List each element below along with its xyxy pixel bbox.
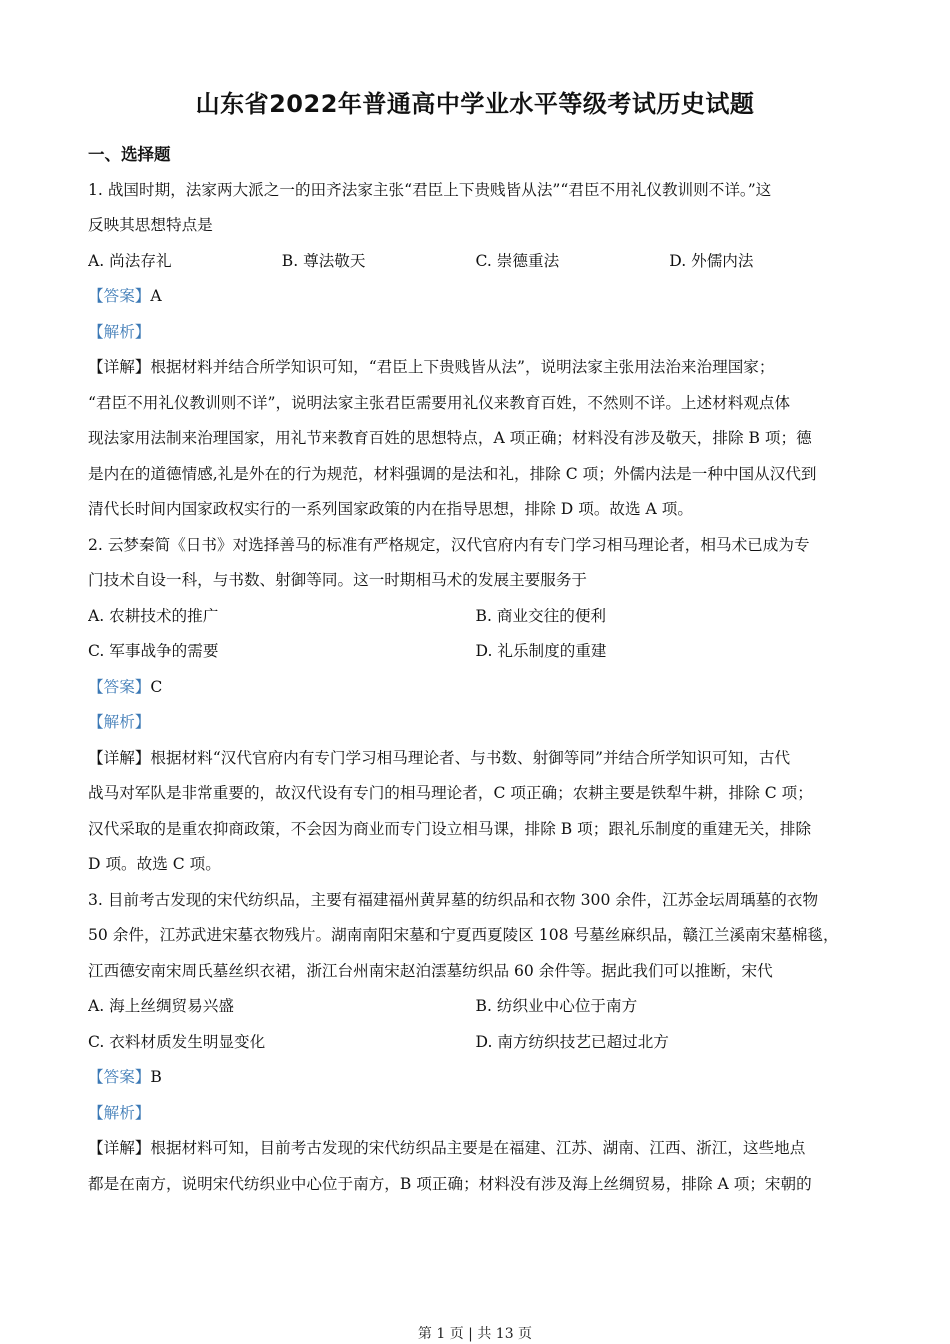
option-d: D. 南方纺织技艺已超过北方 [475, 1032, 669, 1051]
detail-line: 都是在南方，说明宋代纺织业中心位于南方，B 项正确；材料没有涉及海上丝绸贸易，排除 A 项；宋朝的 [88, 1174, 812, 1193]
detail-text: 根据材料“汉代官府内有专门学习相马理论者、与书数、射御等同”并结合所学知识可知，古代 [150, 748, 791, 767]
analysis-line [88, 1096, 863, 1132]
question-stem-line: 反映其思想特点是 [88, 216, 213, 234]
answer-line [88, 1060, 863, 1096]
answer-value: C [150, 677, 163, 696]
question-stem-line: 50 余件，江苏武进宋墓衣物残片。湖南南阳宋墓和宁夏西夏陵区 108 号墓丝麻织品，赣江兰溪南宋墓棉毯， [88, 926, 839, 944]
detail-text: 根据材料并结合所学知识可知，“君臣上下贵贱皆从法”，说明法家主张用法治来治理国家； [150, 358, 775, 376]
option-d: D. 外儒内法 [669, 251, 754, 270]
question-stem-line: 1. 战国时期，法家两大派之一的田齐法家主张“君臣上下贵贱皆从法”“君臣不用礼仪教训则不详。”这 [88, 180, 772, 199]
options-row [88, 599, 863, 635]
question-3 [88, 883, 863, 1203]
answer-label: 【答案】 [88, 1068, 151, 1086]
question-stem-line: 门技术自设一科，与书数、射御等同。这一时期相马术的发展主要服务于 [88, 571, 588, 589]
options-row [88, 244, 863, 280]
answer-label: 【答案】 [88, 677, 151, 696]
answer-label: 【答案】 [88, 287, 151, 305]
detail-line: 战马对军队是非常重要的，故汉代设有专门的相马理论者，C 项正确；农耕主要是铁犁牛耕，排除 C 项； [88, 784, 813, 802]
answer-value: A [150, 287, 162, 305]
question-1 [88, 173, 863, 528]
question-stem-line: 3. 目前考古发现的宋代纺织品，主要有福建福州黄昇墓的纺织品和衣物 300 余件，江苏金坛周瑀墓的衣物 [88, 890, 819, 909]
options-row [88, 989, 863, 1025]
question-2 [88, 528, 863, 883]
document-body [88, 137, 863, 1202]
option-b: B. 商业交往的便利 [475, 606, 607, 625]
answer-line [88, 670, 863, 706]
question-stem-line: 江西德安南宋周氏墓丝织衣裙，浙江台州南宋赵泊澐墓纺织品 60 余件等。据此我们可以推断，宋代 [88, 961, 773, 980]
option-c: C. 衣料材质发生明显变化 [88, 1032, 266, 1051]
question-stem-line: 2. 云梦秦简《日书》对选择善马的标准有严格规定，汉代官府内有专门学习相马理论者，相马术已成为专 [88, 535, 810, 554]
option-a: A. 海上丝绸贸易兴盛 [88, 997, 234, 1015]
page-footer: 第 1 页 | 共 13 页 [417, 1326, 533, 1342]
analysis-line [88, 315, 863, 351]
page-title: 山东省2022年普通高中学业水平等级考试历史试题 [195, 90, 755, 118]
options-row [88, 634, 863, 670]
option-c: C. 军事战争的需要 [88, 642, 219, 660]
section-heading: 一、选择题 [88, 145, 171, 164]
analysis-label: 【解析】 [88, 322, 151, 341]
option-c: C. 崇德重法 [475, 251, 560, 270]
detail-line [88, 1131, 863, 1167]
analysis-label: 【解析】 [88, 1103, 151, 1122]
option-a: A. 农耕技术的推广 [88, 606, 219, 625]
answer-line [88, 279, 863, 315]
detail-text: 根据材料可知，目前考古发现的宋代纺织品主要是在福建、江苏、湖南、江西、浙江，这些地点 [150, 1139, 806, 1157]
detail-line [88, 741, 863, 777]
analysis-label: 【解析】 [88, 713, 151, 731]
answer-value: B [150, 1068, 162, 1086]
detail-line: 是内在的道德情感,礼是外在的行为规范，材料强调的是法和礼，排除 C 项；外儒内法是一种中国从汉代到 [88, 464, 817, 483]
detail-line: 现法家用法制来治理国家，用礼节来教育百姓的思想特点，A 项正确；材料没有涉及敬天，排除 B 项；德 [88, 429, 812, 447]
option-b: B. 纺织业中心位于南方 [475, 997, 638, 1015]
detail-label: 【详解】 [88, 748, 151, 767]
detail-label: 【详解】 [88, 358, 151, 376]
option-a: A. 尚法存礼 [88, 251, 172, 270]
detail-line: “君臣不用礼仪教训则不详”，说明法家主张君臣需要用礼仪来教育百姓，不然则不详。上述材料观点体 [88, 393, 791, 412]
options-row [88, 1025, 863, 1061]
detail-line: 清代长时间内国家政权实行的一系列国家政策的内在指导思想，排除 D 项。故选 A 项。 [88, 500, 693, 518]
analysis-line [88, 705, 863, 741]
option-b: B. 尊法敬天 [281, 251, 366, 270]
detail-line [88, 350, 863, 386]
detail-line: 汉代采取的是重农抑商政策，不会因为商业而专门设立相马课，排除 B 项；跟礼乐制度的重建无关，排除 [88, 819, 812, 838]
option-d: D. 礼乐制度的重建 [475, 642, 607, 660]
detail-label: 【详解】 [88, 1139, 151, 1157]
detail-line: D 项。故选 C 项。 [88, 855, 221, 873]
